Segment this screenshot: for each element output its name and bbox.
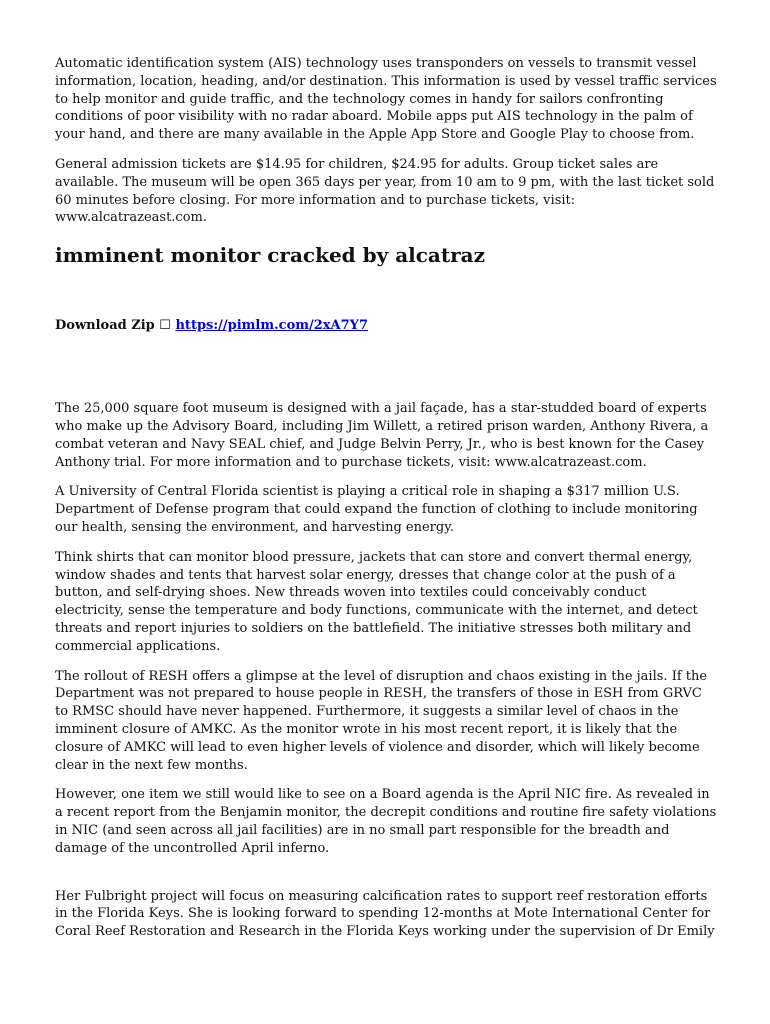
paragraph-ais: Automatic identification system (AIS) technology uses transponders on vessels to transmit vessel information, location, heading, and/or destination. This information is used by vessel traffic services to help monitor and guide traffic, and the technology comes in handy for sailors confronting conditions of poor visibility with no radar aboard. Mobile apps put AIS technology in the palm of your hand, and there are many available in the Apple App Store and Google Play to choose from. [55, 56, 717, 143]
paragraph-ucf: A University of Central Florida scientist is playing a critical role in shaping a $317 million U.S. Department of Defense program that could expand the function of clothing to include monitoring our health, sensing the environment, and harvesting energy. [55, 484, 698, 535]
page-title: imminent monitor cracked by alcatraz [55, 243, 485, 268]
download-label: Download Zip [55, 318, 155, 334]
paragraph-tickets: General admission tickets are $14.95 for children, $24.95 for adults. Group ticket sales are available. The museum will be open 365 days per year, from 10 am to 9 pm, with the last ticket sold 60 minutes before closing. For more information and to purchase tickets, visit: www.alcatrazeast.com. [55, 156, 715, 226]
box-icon: ☐ [159, 318, 171, 334]
paragraph-fulbright: Her Fulbright project will focus on measuring calcification rates to support reef restoration efforts in the Florida Keys. She is looking forward to spending 12-months at Mote International Center for Coral Reef Restoration and Research in the Florida Keys working under the supervision of Dr Emily [55, 888, 715, 940]
paragraph-shirts: Think shirts that can monitor blood pressure, jackets that can store and convert thermal energy, window shades and tents that harvest solar energy, dresses that change color at the push of a button, and self-drying shoes. New threads woven into textiles could conceivably conduct electricity, sense the temperature and body functions, communicate with the internet, and detect threats and report injuries to soldiers on the battlefield. The initiative stresses both military and commercial applications. [55, 549, 698, 654]
paragraph-museum: The 25,000 square foot museum is designed with a jail façade, has a star-studded board of experts who make up the Advisory Board, including Jim Willett, a retired prison warden, Anthony Rivera, a combat veteran and Navy SEAL chief, and Judge Belvin Perry, Jr., who is best known for the Casey Anthony trial. For more information and to purchase tickets, visit: www.alcatrazeast.com. [55, 401, 709, 470]
paragraph-resh: The rollout of RESH offers a glimpse at the level of disruption and chaos existing in the jails. If the Department was not prepared to house people in RESH, the transfers of those in ESH from GRVC to RMSC should have never happened. Furthermore, it suggests a similar level of chaos in the imminent closure of AMKC. As the monitor wrote in his most recent report, it is likely that the closure of AMKC will lead to even higher levels of violence and disorder, which will likely become clear in the next few months. [55, 668, 708, 773]
download-line [55, 317, 717, 334]
download-link[interactable]: https://pimlm.com/2xA7Y7 [175, 318, 368, 334]
paragraph-nic-fire: However, one item we still would like to see on a Board agenda is the April NIC fire. As revealed in a recent report from the Benjamin monitor, the decrepit conditions and routine fire safety violations in NIC (and seen across all jail facilities) are in no small part responsible for the breadth and damage of the uncontrolled April inferno. [55, 787, 717, 856]
document-page [55, 55, 717, 941]
